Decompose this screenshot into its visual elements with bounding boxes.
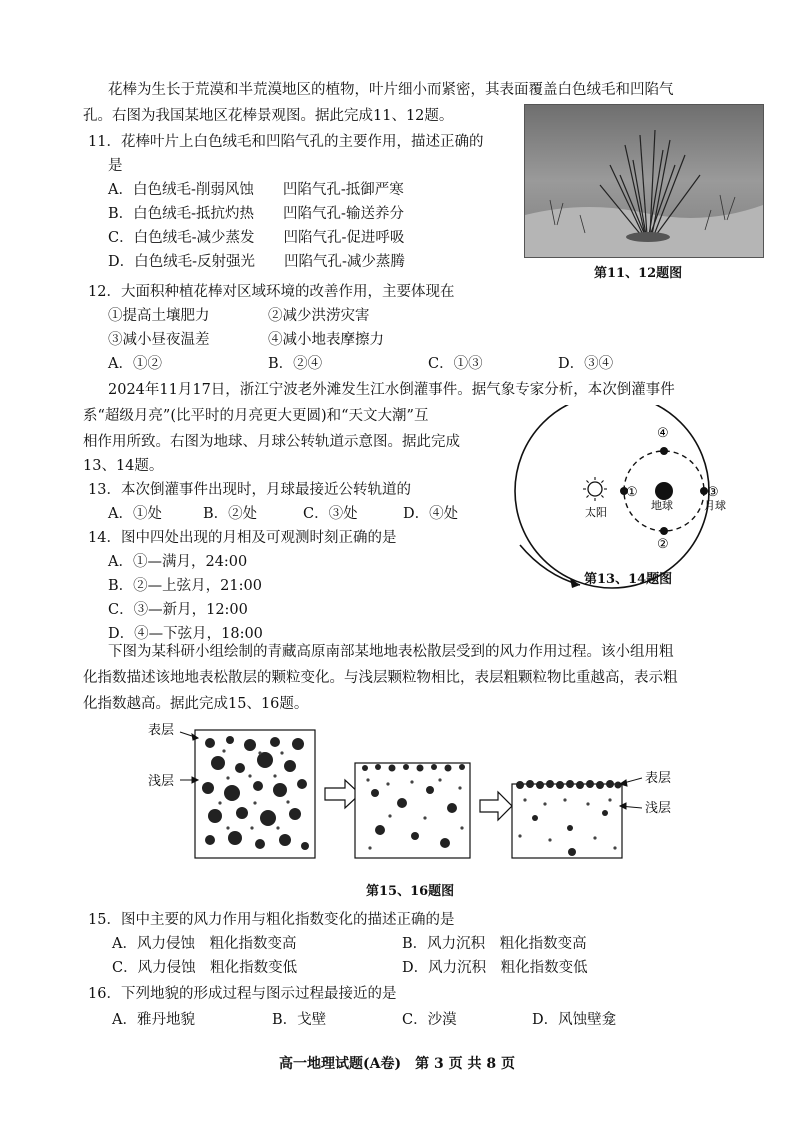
intro-13-14-line2: 系“超级月亮”(比平时的月亮更大更圆)和“天文大潮”互 [83,408,429,424]
q14-option-c: C．③—新月，12:00 [108,602,248,618]
position-2-label: ② [657,537,669,552]
q12-item-1: ①提高土壤肥力 [108,308,210,324]
intro-15-16-line1: 下图为某科研小组绘制的青藏高原南部某地地表松散层受到的风力作用过程。该小组用粗 [108,644,674,660]
q15-option-a: A．风力侵蚀 粗化指数变高 [112,936,297,952]
q13-option-b: B．②处 [203,506,258,522]
q15-option-b: B．风力沉积 粗化指数变高 [402,936,587,952]
sun-icon [583,477,607,501]
q11-stem-cont: 是 [108,158,123,174]
q15-stem: 15．图中主要的风力作用与粗化指数变化的描述正确的是 [88,912,455,928]
orbit-diagram [500,405,770,595]
q12-item-4: ④减小地表摩擦力 [268,332,384,348]
q12-option-b: B．②④ [268,356,323,372]
q16-option-c: C．沙漠 [402,1012,457,1028]
q13-option-a: A．①处 [108,506,162,522]
position-4-label: ④ [657,426,669,441]
page-footer: 高一地理试题(A卷) 第 3 页 共 8 页 [279,1056,515,1072]
position-3-label: ③ [707,485,719,500]
intro-13-14-line3: 相作用所致。右图为地球、月球公转轨道示意图。据此完成 [83,434,460,450]
intro-11-12-line2: 孔。右图为我国某地区花棒景观图。据此完成11、12题。 [83,108,454,124]
q12-stem: 12．大面积种植花棒对区域环境的改善作用，主要体现在 [88,284,455,300]
q14-option-d: D．④—下弦月，18:00 [108,626,263,642]
q13-option-d: D．④处 [403,506,459,522]
q12-option-d: D．③④ [558,356,614,372]
process-arrow-2 [480,792,512,820]
q11-option-b: B．白色绒毛-抵抗灼热 凹陷气孔-输送养分 [108,206,404,222]
moon-position-2 [660,527,668,535]
intro-15-16-line3: 化指数越高。据此完成15、16题。 [83,696,309,712]
q13-option-c: C．③处 [303,506,358,522]
q15-option-c: C．风力侵蚀 粗化指数变低 [112,960,298,976]
sun-label: 太阳 [585,506,607,519]
earth-icon [655,482,673,500]
soil-panel-final [512,780,622,858]
moon-position-4 [660,447,668,455]
surface-layer-label-right: 表层 [645,771,672,786]
q14-option-a: A．①—满月，24:00 [108,554,248,570]
position-1-label: ① [626,485,638,500]
intro-11-12-line1: 花棒为生长于荒漠和半荒漠地区的植物，叶片细小而紧密，其表面覆盖白色绒毛和凹陷气 [108,82,674,98]
q11-option-a: A．白色绒毛-削弱风蚀 凹陷气孔-抵御严寒 [108,182,404,198]
intro-15-16-line2: 化指数描述该地地表松散层的颗粒变化。与浅层颗粒物相比，表层粗颗粒物比重越高，表示粗 [83,670,678,686]
shallow-layer-label-left: 浅层 [148,774,175,789]
earth-label: 地球 [651,499,673,512]
arrowhead-icon [570,578,580,588]
orbit-caption: 第13、14题图 [584,572,673,587]
shallow-layer-label-right: 浅层 [645,801,672,816]
surface-layer-label-left: 表层 [148,723,175,738]
moon-label: 月球 [704,499,726,512]
q16-option-b: B．戈壁 [272,1012,327,1028]
q12-item-2: ②减少洪涝灾害 [268,308,370,324]
q11-stem: 11．花棒叶片上白色绒毛和凹陷气孔的主要作用，描述正确的 [88,134,484,150]
q14-option-b: B．②—上弦月，21:00 [108,578,262,594]
soil-panel-initial [195,730,315,858]
intro-13-14-line1: 2024年11月17日，浙江宁波老外滩发生江水倒灌事件。据气象专家分析，本次倒灌事件 [108,382,675,398]
earth-orbit [515,405,709,588]
q14-stem: 14．图中四处出现的月相及可观测时刻正确的是 [88,530,397,546]
q12-item-3: ③减小昼夜温差 [108,332,210,348]
q16-option-d: D．风蚀壁龛 [532,1012,617,1028]
shrub-landscape-photo [524,104,764,258]
q12-option-a: A．①② [108,356,162,372]
soil-coarsening-diagram [140,718,680,868]
soil-panel-middle [355,763,470,858]
soil-caption: 第15、16题图 [366,884,455,899]
q16-stem: 16．下列地貌的形成过程与图示过程最接近的是 [88,986,397,1002]
photo-caption: 第11、12题图 [594,266,683,281]
q16-option-a: A．雅丹地貌 [112,1012,195,1028]
q13-stem: 13．本次倒灌事件出现时，月球最接近公转轨道的 [88,482,411,498]
q12-option-c: C．①③ [428,356,483,372]
q15-option-d: D．风力沉积 粗化指数变低 [402,960,588,976]
q11-option-d: D．白色绒毛-反射强光 凹陷气孔-减少蒸腾 [108,254,405,270]
intro-13-14-line4: 13、14题。 [83,458,164,474]
q11-option-c: C．白色绒毛-减少蒸发 凹陷气孔-促进呼吸 [108,230,405,246]
shrub-photo-illustration [525,105,763,257]
